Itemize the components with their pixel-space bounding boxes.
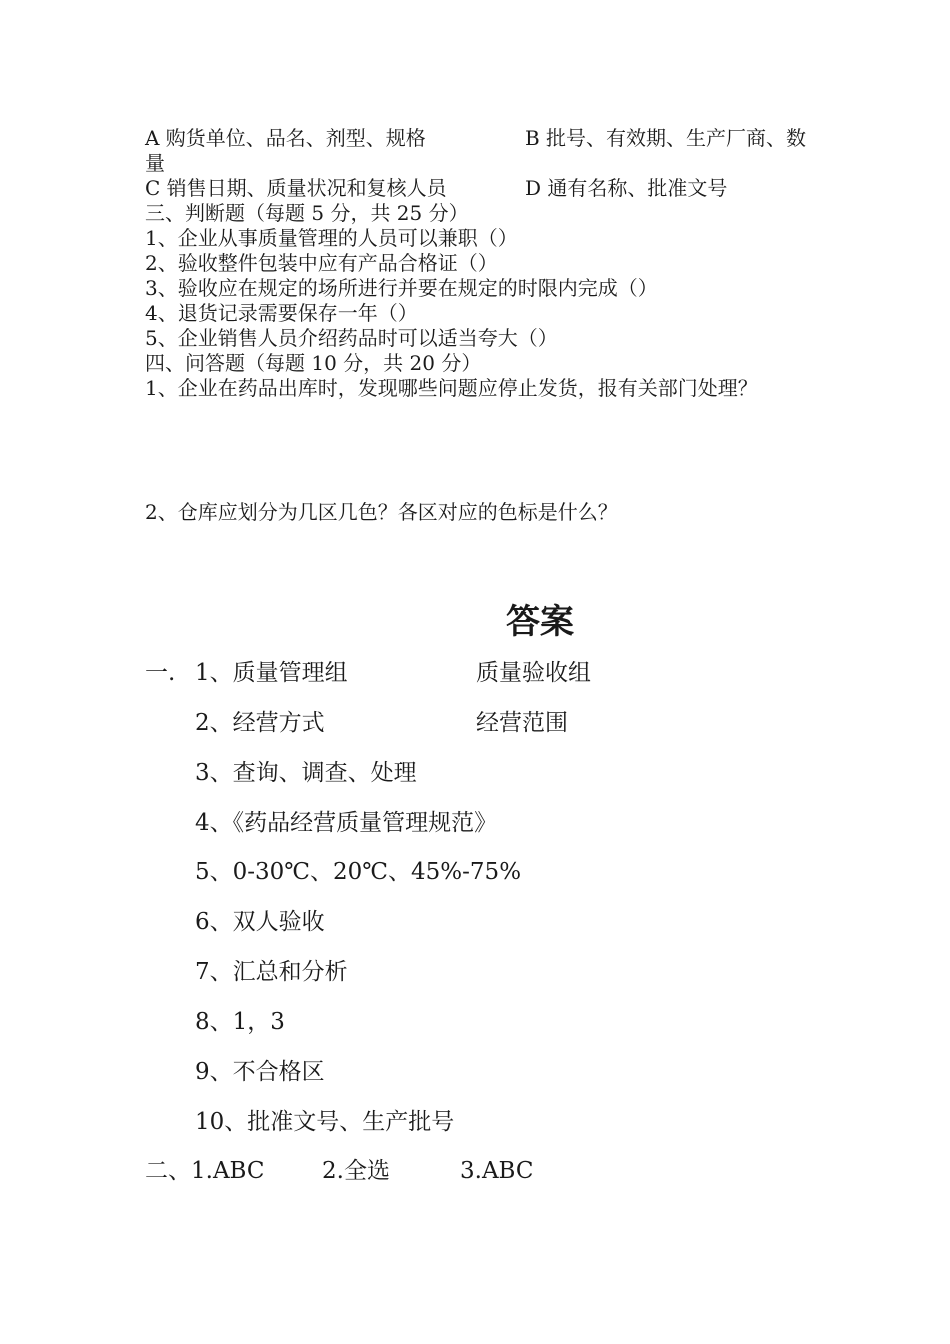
answers-part2-2: 2.全选 (322, 1158, 390, 1184)
answer-left: 6、双人验收 (195, 909, 325, 935)
answer-left: 10、批准文号、生产批号 (195, 1109, 455, 1135)
answer-left: 5、0-30℃、20℃、45%-75% (195, 859, 522, 885)
section3-item: 2、验收整件包装中应有产品合格证（） (145, 251, 498, 275)
option-b-wrap: 量 (145, 151, 165, 175)
section3-heading: 三、判断题（每题 5 分，共 25 分） (145, 201, 469, 225)
option-b: B 批号、有效期、生产厂商、数 (525, 126, 807, 150)
answers-part2-1: 二、1.ABC (145, 1158, 265, 1184)
section3-item: 3、验收应在规定的场所进行并要在规定的时限内完成（） (145, 276, 658, 300)
answer-left: 9、不合格区 (195, 1059, 325, 1085)
section4-question-2: 2、仓库应划分为几区几色？各区对应的色标是什么？ (145, 500, 618, 524)
section4-question-1: 1、企业在药品出库时，发现哪些问题应停止发货，报有关部门处理？ (145, 376, 758, 400)
section3-item: 5、企业销售人员介绍药品时可以适当夸大（） (145, 326, 558, 350)
answer-right: 质量验收组 (476, 660, 591, 686)
answers-part2-3: 3.ABC (460, 1158, 534, 1184)
option-c: C 销售日期、质量状况和复核人员 (145, 176, 447, 200)
section3-item: 4、退货记录需要保存一年（） (145, 301, 418, 325)
section4-heading: 四、问答题（每题 10 分，共 20 分） (145, 351, 482, 375)
answer-right: 经营范围 (476, 710, 568, 736)
answer-left: 8、1，3 (195, 1009, 285, 1035)
answers-part1-label: 一. (145, 660, 176, 686)
answer-left: 7、汇总和分析 (195, 959, 348, 985)
answer-left: 4、《药品经营质量管理规范》 (195, 810, 498, 836)
answer-left: 1、质量管理组 (195, 660, 348, 686)
option-d: D 通有名称、批准文号 (525, 176, 728, 200)
answer-left: 2、经营方式 (195, 710, 325, 736)
section3-item: 1、企业从事质量管理的人员可以兼职（） (145, 226, 518, 250)
answer-left: 3、查询、调查、处理 (195, 760, 417, 786)
answers-title: 答案 (506, 602, 574, 642)
option-a: A 购货单位、品名、剂型、规格 (145, 126, 426, 150)
